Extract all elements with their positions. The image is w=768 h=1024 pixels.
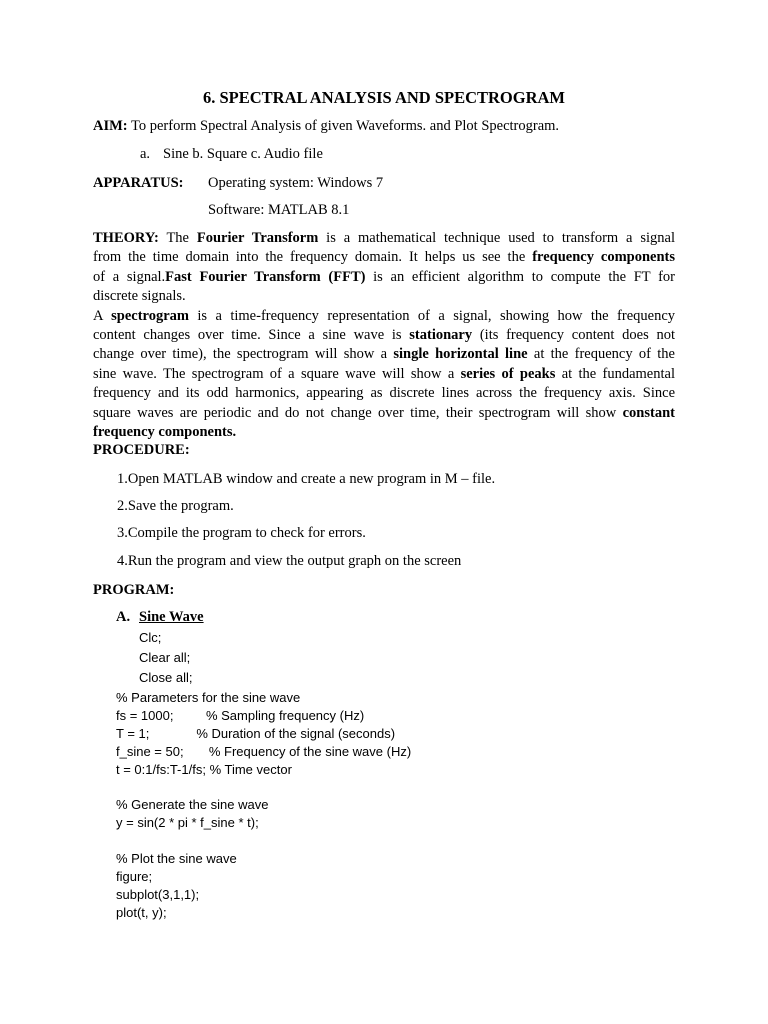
text-run: square waves are periodic and do not change over time, their spectrogram will show: [93, 404, 623, 421]
code-line: Clc;: [139, 630, 162, 645]
term-constant: constant: [622, 404, 675, 421]
text-run: frequency and its odd harmonics, appearing as discrete lines across the frequency axis. Since: [93, 385, 675, 402]
code-line: Clear all;: [139, 650, 191, 665]
theory-label: THEORY:: [93, 230, 159, 246]
term-spectrogram: spectrogram: [111, 307, 189, 324]
code-line: f_sine = 50; % Frequency of the sine wave (Hz): [116, 744, 412, 759]
code-line: % Plot the sine wave: [116, 851, 237, 866]
term-frequency-components: frequency components: [532, 249, 675, 266]
section-title-sine-wave: Sine Wave: [139, 609, 204, 625]
term-fft: Fast Fourier Transform (FFT): [165, 268, 366, 285]
aim-line: [93, 118, 559, 135]
theory-paragraph: [93, 229, 675, 442]
aim-list-item: Sine b. Square c. Audio file: [163, 146, 323, 162]
code-line: % Generate the sine wave: [116, 797, 269, 812]
text-run: is a mathematical technique used to transform a signal: [318, 230, 676, 246]
procedure-step: 1.Open MATLAB window and create a new program in M – file.: [117, 471, 496, 487]
text-run: content changes over time. Since a sine wave is: [93, 327, 410, 344]
code-line: fs = 1000; % Sampling frequency (Hz): [116, 708, 365, 723]
code-line: subplot(3,1,1);: [116, 887, 200, 902]
apparatus-label: APPARATUS:: [93, 175, 184, 191]
code-line: figure;: [116, 869, 153, 884]
term-fourier-transform: Fourier Transform: [196, 230, 319, 246]
aim-text: To perform Spectral Analysis of given Waveforms. and Plot Spectrogram.: [127, 118, 560, 134]
term-single-horizontal-line: single horizontal line: [393, 346, 528, 363]
text-run: is a time-frequency representation of a signal, showing how the frequency: [188, 307, 676, 324]
program-label: PROGRAM:: [93, 582, 175, 598]
term-stationary: stationary: [409, 327, 473, 344]
code-line: Close all;: [139, 670, 193, 685]
text-run: sine wave. The spectrogram of a square wave will show a: [93, 365, 461, 382]
term-frequency-components-2: frequency components.: [93, 424, 237, 441]
code-line: y = sin(2 * pi * f_sine * t);: [116, 815, 259, 830]
aim-label: AIM:: [93, 118, 128, 134]
section-marker: A.: [116, 609, 131, 625]
text-run: A: [93, 307, 112, 324]
apparatus-os: Operating system: Windows 7: [208, 175, 384, 191]
text-run: is an efficient algorithm to compute the FT for: [365, 268, 675, 285]
text-run: at the frequency of the: [527, 346, 675, 363]
code-line: T = 1; % Duration of the signal (seconds): [116, 726, 396, 741]
code-line: % Parameters for the sine wave: [116, 690, 301, 705]
procedure-step: 4.Run the program and view the output graph on the screen: [117, 553, 462, 569]
text-run: discrete signals.: [93, 288, 186, 305]
text-run: The: [158, 230, 197, 246]
text-run: at the fundamental: [555, 365, 675, 382]
procedure-label: PROCEDURE:: [93, 442, 190, 458]
code-line: t = 0:1/fs:T-1/fs; % Time vector: [116, 762, 292, 777]
apparatus-software: Software: MATLAB 8.1: [208, 202, 350, 218]
text-run: change over time), the spectrogram will show a: [93, 346, 394, 363]
aim-list-marker: a.: [140, 146, 151, 162]
text-run: of a signal.: [93, 268, 166, 285]
text-run: (its frequency content does not: [472, 327, 675, 344]
page-title: 6. SPECTRAL ANALYSIS AND SPECTROGRAM: [202, 88, 565, 107]
term-series-of-peaks: series of peaks: [460, 365, 556, 382]
text-run: from the time domain into the frequency domain. It helps us see the: [93, 249, 533, 266]
procedure-step: 2.Save the program.: [117, 498, 234, 514]
procedure-step: 3.Compile the program to check for errors.: [117, 525, 366, 541]
code-line: plot(t, y);: [116, 905, 167, 920]
